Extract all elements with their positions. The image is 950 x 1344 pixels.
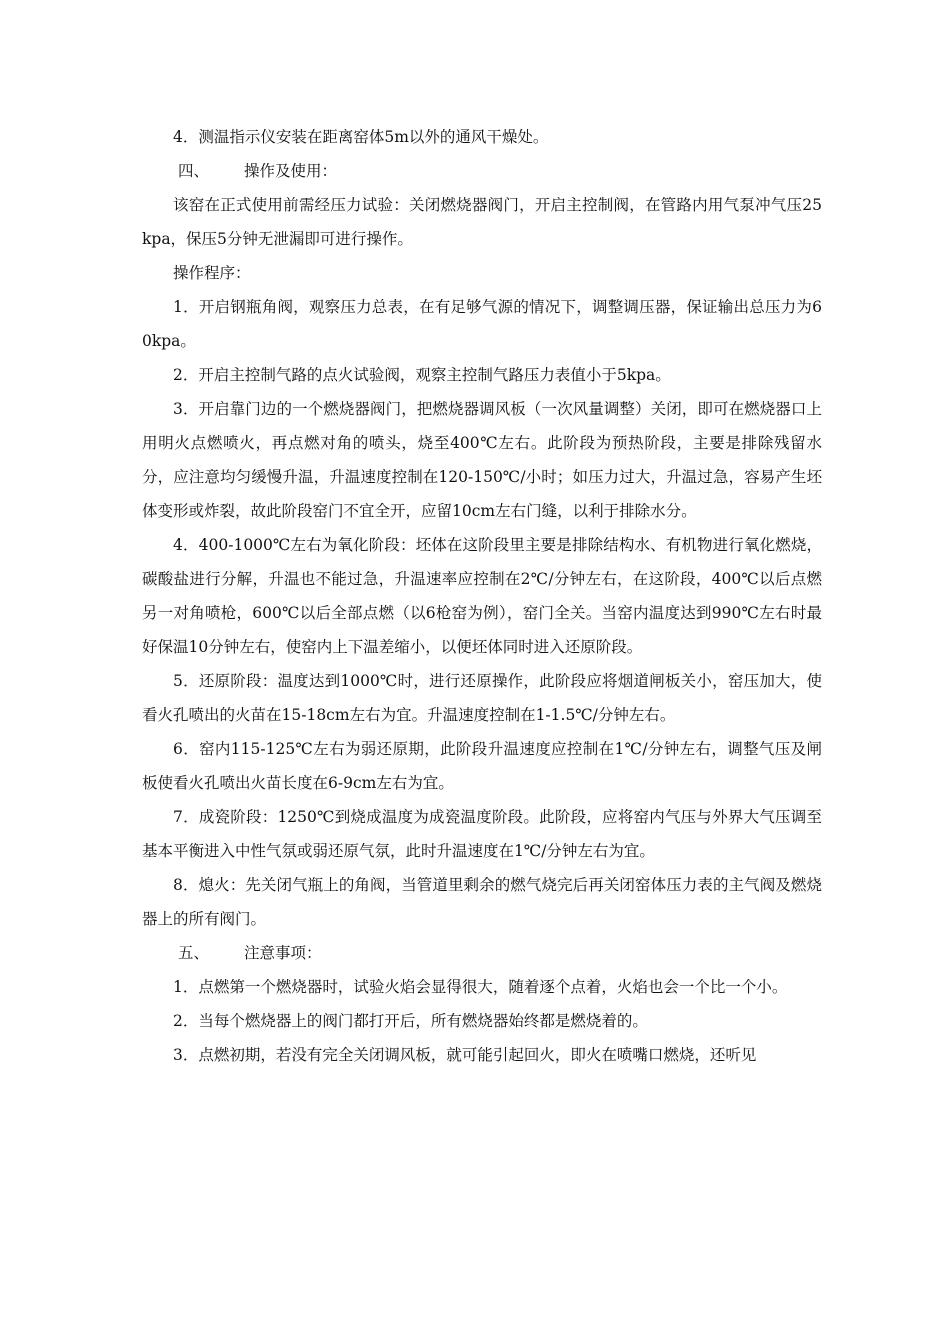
paragraph-item: 4．测温指示仪安装在距离窑体5m以外的通风干燥处。	[173, 128, 549, 146]
paragraph-item: 3．点燃初期，若没有完全关闭调风板，就可能引起回火，即火在喷嘴口燃烧，还听见	[173, 1046, 757, 1064]
section-number: 四、	[178, 162, 210, 180]
paragraph-item: 7．成瓷阶段：1250℃到烧成温度为成瓷温度阶段。此阶段，应将窑内气压与外界大气压调至基本平衡进入中性气氛或弱还原气氛，此时升温速度在1℃/分钟左右为宜。	[142, 808, 822, 860]
section-heading	[142, 154, 822, 188]
section-number: 五、	[178, 944, 210, 962]
document-body	[142, 120, 822, 1072]
paragraph-item: 1．开启钢瓶角阀，观察压力总表，在有足够气源的情况下，调整调压器，保证输出总压力为60kpa。	[142, 298, 822, 350]
paragraph-item: 2．当每个燃烧器上的阀门都打开后，所有燃烧器始终都是燃烧着的。	[173, 1012, 648, 1030]
paragraph-item: 该窑在正式使用前需经压力试验：关闭燃烧器阀门，开启主控制阀，在管路内用气泵冲气压25kpa，保压5分钟无泄漏即可进行操作。	[142, 196, 822, 248]
paragraph-item: 5．还原阶段：温度达到1000℃时，进行还原操作，此阶段应将烟道闸板关小，窑压加大，使看火孔喷出的火苗在15-18cm左右为宜。升温速度控制在1-1.5℃/分钟左右。	[142, 672, 822, 724]
paragraph-item: 操作程序：	[173, 264, 251, 282]
paragraph-item: 8．熄火：先关闭气瓶上的角阀，当管道里剩余的燃气烧完后再关闭窑体压力表的主气阀及燃烧器上的所有阀门。	[142, 876, 822, 928]
paragraph-item: 4．400-1000℃左右为氧化阶段：坯体在这阶段里主要是排除结构水、有机物进行氧化燃烧，碳酸盐进行分解，升温也不能过急，升温速率应控制在2℃/分钟左右，在这阶段，400℃以后点燃另一对角喷枪，600℃以后全部点燃（以6枪窑为例），窑门全关。当窑内温度达到990℃左右时最好保温10分钟左右，使窑内上下温差缩小，以便坯体同时进入还原阶段。	[142, 536, 822, 656]
section-title: 注意事项：	[244, 944, 322, 962]
section-heading	[142, 936, 822, 970]
paragraph-item: 2．开启主控制气路的点火试验阀，观察主控制气路压力表值小于5kpa。	[173, 366, 671, 384]
paragraph-item: 6．窑内115-125℃左右为弱还原期，此阶段升温速度应控制在1℃/分钟左右，调整气压及闸板使看火孔喷出火苗长度在6-9cm左右为宜。	[142, 740, 822, 792]
paragraph-item: 3．开启靠门边的一个燃烧器阀门，把燃烧器调风板（一次风量调整）关闭，即可在燃烧器口上用明火点燃喷火，再点燃对角的喷头，烧至400℃左右。此阶段为预热阶段，主要是排除残留水分，应注意均匀缓慢升温，升温速度控制在120-150℃/小时；如压力过大，升温过急，容易产生坯体变形或炸裂，故此阶段窑门不宜全开，应留10cm左右门缝，以利于排除水分。	[142, 400, 822, 520]
paragraph-item: 1．点燃第一个燃烧器时，试验火焰会显得很大，随着逐个点着，火焰也会一个比一个小。	[173, 978, 788, 996]
section-title: 操作及使用：	[244, 162, 338, 180]
